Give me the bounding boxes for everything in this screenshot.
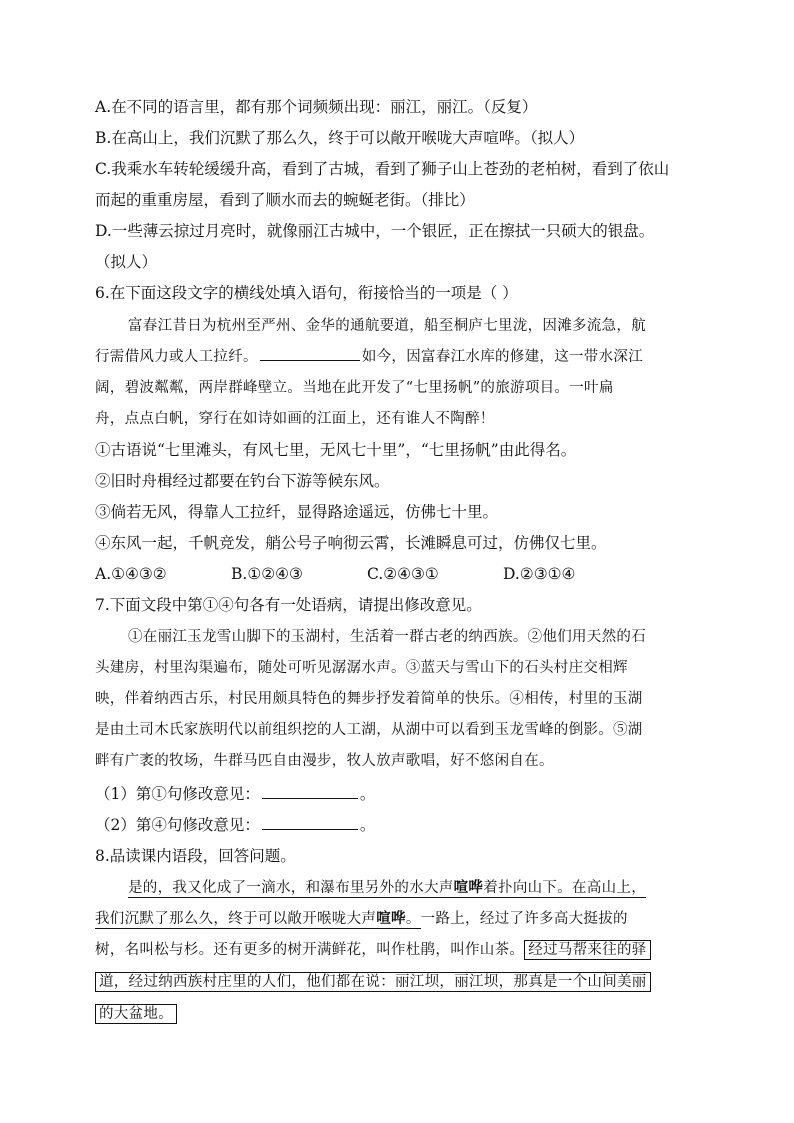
q5-option-a: A.在不同的语言里，都有那个词频频出现：丽江，丽江。（反复） <box>95 98 538 116</box>
q6-choice-a[interactable]: A.①④③② <box>95 565 167 583</box>
q7-passage-line3: 映，伴着纳西古乐，村民用颇具特色的舞步抒发着简单的快乐。④相传，村里的玉湖 <box>95 691 643 707</box>
q7-stem: 7.下面文段中第①④句各有一处语病，请提出修改意见。 <box>95 596 482 614</box>
q6-passage-text-after: 如今，因富春江水库的修建，这一带水深江 <box>361 349 644 365</box>
q8-plain-text: 树，名叫松与杉。还有更多的树开满鲜花，叫作杜鹃，叫作山茶。 <box>95 942 525 958</box>
q8-boxed-text: 经过马帮来往的驿 <box>524 940 650 960</box>
q5-option-c-line1: C.我乘水车转轮缓缓升高，看到了古城，看到了狮子山上苍劲的老柏树，看到了依山 <box>95 160 670 178</box>
q7-sub-question-2 <box>95 814 375 836</box>
q6-passage-text-before: 行需借风力或人工拉纤。 <box>95 349 258 365</box>
q6-answer-blank[interactable] <box>260 346 360 361</box>
q7-sub-question-1 <box>95 783 375 805</box>
q8-bold-word: 喧哗 <box>376 910 406 927</box>
q8-passage-line1 <box>128 877 646 899</box>
q5-option-d-line1: D.一些薄云掠过月亮时，就像丽江古城中，一个银匠，正在擦拭一只硕大的银盘。 <box>95 222 655 240</box>
q6-passage-line4: 舟，点点白帆，穿行在如诗如画的江面上，还有谁人不陶醉！ <box>95 411 495 427</box>
q6-passage-line3: 阔，碧波粼粼，两岸群峰壁立。当地在此开发了“七里扬帆”的旅游项目。一叶扁 <box>95 380 614 396</box>
q7-sub1-answer-blank[interactable] <box>262 784 358 799</box>
q6-passage-line1: 富春江昔日为杭州至严州、金华的通航要道，船至桐庐七里泷，因滩多流急，航 <box>128 318 646 334</box>
q7-sub1-period: 。 <box>359 785 376 803</box>
q6-item-3: ③倘若无风，得靠人工拉纤，显得路途遥远，仿佛七十里。 <box>95 503 499 521</box>
q6-passage-line2 <box>95 346 643 368</box>
q6-choice-c[interactable]: C.②④③① <box>367 565 439 583</box>
q7-sub2-period: 。 <box>359 816 376 834</box>
q7-sub2-label: （2）第④句修改意见： <box>95 816 260 834</box>
q8-plain-text: 一路上，经过了许多高大挺拔的 <box>420 911 628 927</box>
q8-underlined-text: 我们沉默了那么久，终于可以敞开喉咙大声喧哗。 <box>95 910 421 927</box>
q7-passage-line5: 畔有广袤的牧场，牛群马匹自由漫步，牧人放声歌唱，好不悠闲自在。 <box>95 753 554 769</box>
q8-underlined-text: 是的，我又化成了一滴水，和瀑布里另外的水大声喧哗着扑向山下。在高山上， <box>128 879 647 896</box>
q8-passage-line2 <box>95 908 628 930</box>
q7-sub1-label: （1）第①句修改意见： <box>95 785 260 803</box>
q7-sub2-answer-blank[interactable] <box>262 815 358 830</box>
q7-passage-line1: ①在丽江玉龙雪山脚下的玉湖村，生活着一群古老的纳西族。②他们用天然的石 <box>128 629 646 645</box>
q5-option-d-line2: （拟人） <box>95 253 158 271</box>
q7-passage-line2: 头建房，村里沟渠遍布，随处可听见潺潺水声。③蓝天与雪山下的石头村庄交相辉 <box>95 660 628 676</box>
q8-boxed-text: 道，经过纳西族村庄里的人们，他们都在说：丽江坝，丽江坝，那真是一个山间美丽 <box>95 972 651 992</box>
q6-item-2: ②旧时舟楫经过都要在钓台下游等候东风。 <box>95 472 390 490</box>
q6-choices <box>95 563 639 585</box>
q8-stem: 8.品读课内语段，回答问题。 <box>95 847 296 865</box>
q6-choice-d[interactable]: D.②③①④ <box>503 565 576 583</box>
q8-boxed-text: 的大盆地。 <box>95 1004 177 1024</box>
q8-passage-line3 <box>95 939 651 961</box>
q8-passage-line4 <box>95 971 651 993</box>
q6-item-1: ①古语说“七里滩头，有风七里，无风七十里”，“七里扬帆”由此得名。 <box>95 441 577 459</box>
q6-choice-b[interactable]: B.①②④③ <box>231 565 303 583</box>
q5-option-b: B.在高山上，我们沉默了那么久，终于可以敞开喉咙大声喧哗。（拟人） <box>95 129 585 147</box>
q8-passage-line5 <box>95 1003 177 1025</box>
q8-bold-word: 喧哗 <box>453 879 484 896</box>
q6-stem: 6.在下面这段文字的横线处填入语句，衔接恰当的一项是（ ） <box>95 284 518 302</box>
q5-option-c-line2: 而起的重重房屋，看到了顺水而去的蜿蜒老街。（排比） <box>95 191 475 209</box>
q6-item-4: ④东风一起，千帆竞发，艄公号子响彻云霄，长滩瞬息可过，仿佛仅七里。 <box>95 534 607 552</box>
q7-passage-line4: 是由土司木氏家族明代以前组织挖的人工湖，从湖中可以看到玉龙雪峰的倒影。⑤湖 <box>95 722 643 738</box>
